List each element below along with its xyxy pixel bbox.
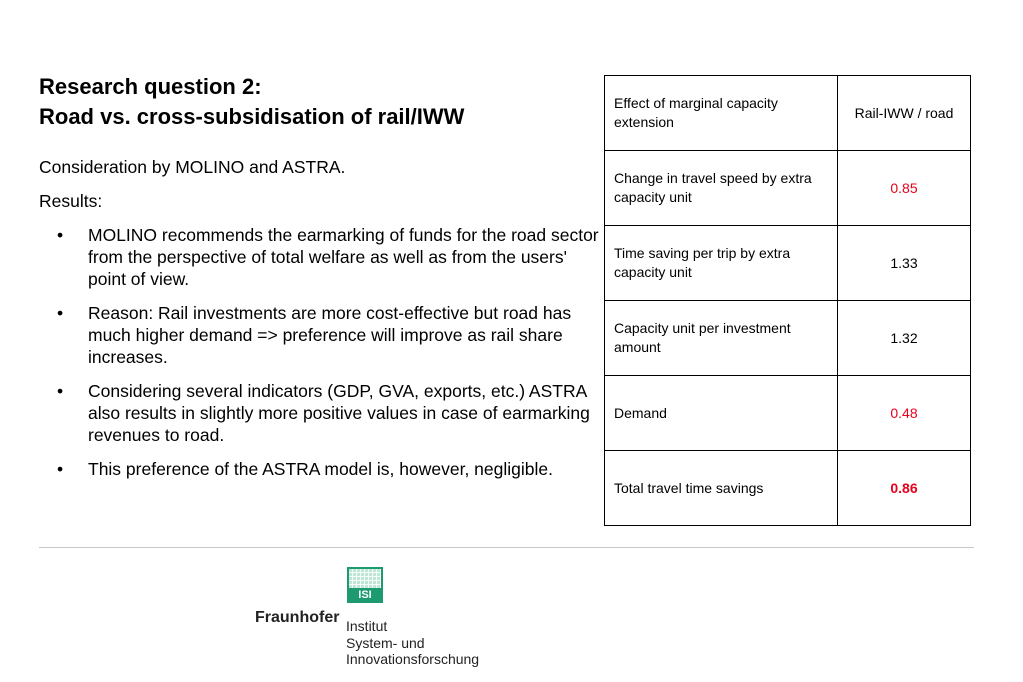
comparison-table — [604, 75, 971, 526]
row-value: 0.85 — [838, 151, 971, 226]
table-row — [605, 301, 971, 376]
row-value: 1.32 — [838, 301, 971, 376]
list-item — [39, 302, 599, 368]
consideration-text: Consideration by MOLINO and ASTRA. — [39, 157, 346, 177]
table-row — [605, 226, 971, 301]
footer-divider — [39, 547, 974, 548]
table-row — [605, 376, 971, 451]
institute-line-1: Institut — [346, 618, 388, 634]
list-item — [39, 224, 599, 290]
title-line-1: Research question 2: — [39, 74, 262, 99]
table-header-row — [605, 76, 971, 151]
row-label: Time saving per trip by extra capacity unit — [605, 226, 838, 301]
institute-line-2: System- und — [346, 634, 425, 651]
row-label: Capacity unit per investment amount — [605, 301, 838, 376]
header-cell-effect: Effect of marginal capacity extension — [605, 76, 838, 151]
table-row — [605, 451, 971, 526]
row-label: Change in travel speed by extra capacity unit — [605, 151, 838, 226]
fraunhofer-isi-logo — [255, 567, 500, 673]
row-label: Total travel time savings — [605, 451, 838, 526]
bullet-text: Considering several indicators (GDP, GVA, exports, etc.) ASTRA also results in slightly more positive values in case of earmarking revenues to road. — [88, 381, 590, 445]
header-cell-ratio: Rail-IWW / road — [838, 76, 971, 151]
slide-title — [39, 72, 464, 132]
bullet-icon: • — [57, 459, 64, 479]
slide-body — [39, 156, 599, 492]
table-row — [605, 151, 971, 226]
list-item — [39, 458, 599, 480]
isi-badge — [347, 567, 383, 603]
row-value: 1.33 — [838, 226, 971, 301]
institute-name — [346, 618, 479, 668]
brand-name: Fraunhofer — [255, 609, 340, 626]
row-value-total: 0.86 — [838, 451, 971, 526]
institute-line-3: Innovationsforschung — [346, 651, 480, 667]
results-list — [39, 224, 599, 480]
bullet-text: Reason: Rail investments are more cost-effective but road has much higher demand => preference will improve as rail share increases. — [88, 303, 572, 367]
grid-icon — [349, 569, 381, 588]
row-value: 0.48 — [838, 376, 971, 451]
bullet-icon: • — [57, 303, 64, 323]
bullet-text: MOLINO recommends the earmarking of funds for the road sector from the perspective of total welfare as well as from the users' point of view. — [88, 225, 599, 289]
results-label: Results: — [39, 191, 103, 211]
row-label: Demand — [605, 376, 838, 451]
isi-badge-label: ISI — [358, 589, 372, 601]
bullet-text: This preference of the ASTRA model is, however, negligible. — [88, 459, 553, 479]
bullet-icon: • — [57, 381, 64, 401]
list-item — [39, 380, 599, 446]
bullet-icon: • — [57, 225, 64, 245]
title-line-2: Road vs. cross-subsidisation of rail/IWW — [39, 104, 465, 129]
